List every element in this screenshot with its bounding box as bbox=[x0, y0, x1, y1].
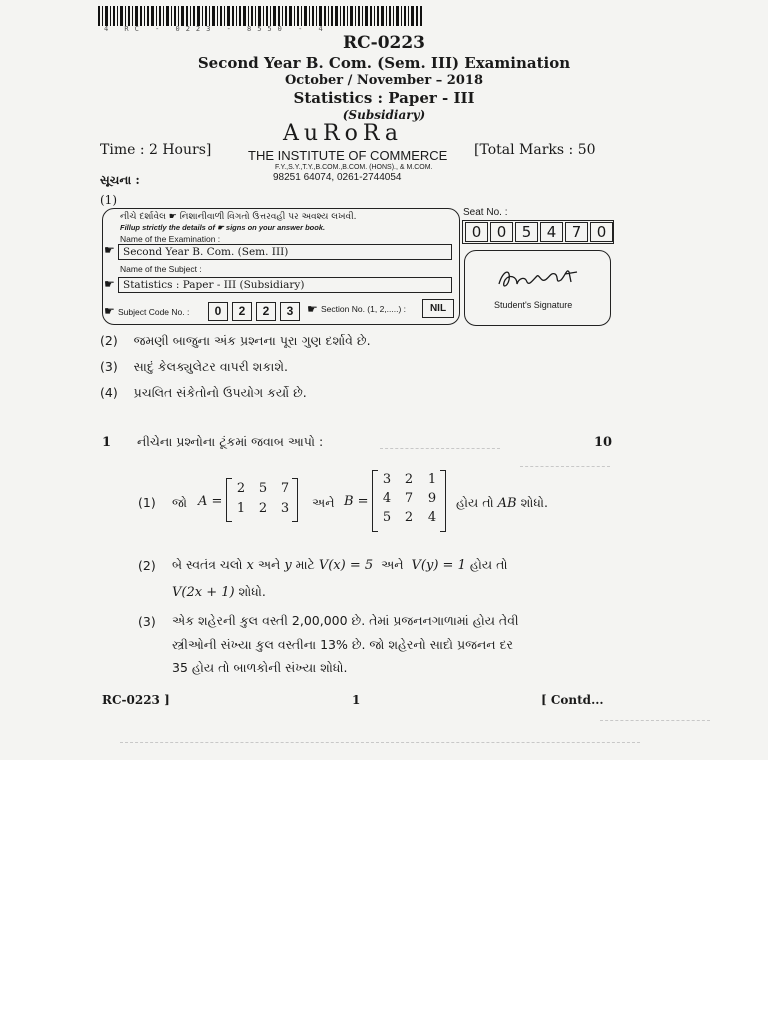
scan-noise bbox=[380, 448, 500, 449]
paper-subsidiary: (Subsidiary) bbox=[342, 108, 426, 122]
subq-2-text: બે સ્વતંત્ર ચલો bbox=[172, 557, 243, 572]
subq-1-find: શોધો. bbox=[520, 495, 548, 510]
signature-label: Student's Signature bbox=[494, 300, 573, 310]
form-instruction-english: Fillup strictly the details of ☛ signs on your answer book. bbox=[120, 223, 326, 232]
subq-1-number: (1) bbox=[138, 495, 156, 510]
matrix-a-label: A = bbox=[198, 494, 223, 509]
scan-noise bbox=[600, 720, 710, 721]
subq-2-expr: V(2x + 1) bbox=[172, 585, 235, 600]
total-marks: [Total Marks : 50 bbox=[474, 142, 596, 158]
scan-noise bbox=[120, 742, 640, 743]
matrix-cell: 2 bbox=[258, 501, 268, 516]
subq-2-text: માટે bbox=[295, 557, 315, 572]
subq-1-if: જો bbox=[172, 495, 187, 510]
pointer-hand-icon: ☛ bbox=[307, 302, 318, 316]
seat-number-label: Seat No. : bbox=[463, 207, 508, 218]
exam-name-value: Second Year B. Com. (Sem. III) bbox=[123, 246, 289, 258]
matrix-a bbox=[226, 478, 298, 520]
subq-2-vy: V(y) = 1 bbox=[411, 558, 466, 573]
subject-field bbox=[118, 277, 452, 293]
subq-2-var-y: y bbox=[284, 558, 292, 573]
seat-digit: 0 bbox=[465, 222, 488, 242]
form-instruction-gujarati: નીચે દર્શાવેલ ☛ નિશાનીવાળી વિગતો ઉત્તરવહી પર અવશ્ય લખવી. bbox=[120, 212, 357, 222]
matrix-cell: 7 bbox=[404, 491, 414, 506]
subq-2-text: હોય તો bbox=[469, 557, 508, 572]
student-signature-image bbox=[495, 262, 585, 296]
instruction-text: પ્રચલિત સંકેતોનો ઉપયોગ કર્યો છે. bbox=[133, 385, 307, 400]
institute-name: THE INSTITUTE OF COMMERCE bbox=[248, 148, 448, 163]
barcode bbox=[98, 6, 422, 26]
scan-noise bbox=[520, 466, 610, 467]
instruction-4 bbox=[100, 385, 307, 401]
instructions-heading: સૂચના : bbox=[100, 173, 140, 187]
matrix-cell: 3 bbox=[382, 472, 392, 487]
subq-2-var-x: x bbox=[246, 558, 254, 573]
subject-code-digit: 2 bbox=[256, 302, 276, 321]
matrix-cell: 4 bbox=[427, 510, 437, 525]
footer-paper-code: RC-0223 ] bbox=[102, 693, 170, 707]
seat-digit: 4 bbox=[540, 222, 563, 242]
instruction-number: (4) bbox=[100, 385, 118, 400]
section-value: NIL bbox=[422, 299, 454, 318]
subject-value: Statistics : Paper - III (Subsidiary) bbox=[123, 279, 305, 291]
matrix-cell: 9 bbox=[427, 491, 437, 506]
subject-code-digit: 0 bbox=[208, 302, 228, 321]
institute-phones: 98251 64074, 0261-2744054 bbox=[273, 172, 402, 183]
matrix-b bbox=[372, 470, 446, 530]
paper-code: RC-0223 bbox=[342, 33, 426, 53]
pointer-hand-icon: ☛ bbox=[104, 304, 115, 318]
exam-session: October / November – 2018 bbox=[284, 73, 483, 88]
instruction-text: સાદું કેલક્યુલેટર વાપરી શકાશે. bbox=[133, 359, 288, 374]
instruction-3 bbox=[100, 359, 288, 375]
subq-1-tail bbox=[456, 495, 548, 511]
footer-page-number: 1 bbox=[352, 693, 361, 707]
exam-title: Second Year B. Com. (Sem. III) Examination bbox=[197, 54, 571, 72]
seat-digit: 0 bbox=[590, 222, 613, 242]
question-1-text: નીચેના પ્રશ્નોના ટૂંકમાં જવાબ આપો : bbox=[137, 434, 324, 449]
subq-1-ab: AB bbox=[497, 496, 517, 511]
subq-2-text: અને bbox=[381, 557, 404, 572]
subq-3-number: (3) bbox=[138, 614, 156, 629]
subject-code-digit: 3 bbox=[280, 302, 300, 321]
seat-digit: 7 bbox=[565, 222, 588, 242]
institute-logo-text: AuRoRa bbox=[283, 121, 404, 146]
instruction-number: (2) bbox=[100, 333, 118, 348]
exam-name-field bbox=[118, 244, 452, 260]
question-1-marks: 10 bbox=[594, 435, 613, 450]
matrix-cell: 2 bbox=[236, 481, 246, 496]
subject-code-label: Subject Code No. : bbox=[118, 307, 190, 317]
footer-continued: [ Contd... bbox=[541, 693, 604, 707]
subq-3-line-1: એક શહેરની કુલ વસ્તી 2,00,000 છે. તેમાં પ્રજનનગાળામાં હોય તેવી bbox=[172, 613, 519, 628]
matrix-cell: 4 bbox=[382, 491, 392, 506]
exam-name-label: Name of the Examination : bbox=[120, 234, 221, 244]
subq-2-vx: V(x) = 5 bbox=[318, 558, 374, 573]
barcode-digits: 4 RC - 0223 - 8550 - 4 bbox=[104, 25, 329, 33]
instruction-text: જમણી બાજુના અંક પ્રશ્નના પૂરા ગુણ દર્શાવે છે. bbox=[133, 333, 371, 348]
subq-3-line-2: સ્ત્રીઓની સંખ્યા કુલ વસ્તીના 13% છે. જો શહેરનો સાદો પ્રજનન દર bbox=[172, 637, 514, 652]
matrix-bracket-right bbox=[440, 470, 446, 532]
pointer-hand-icon: ☛ bbox=[104, 277, 115, 291]
instruction-1-number: (1) bbox=[100, 193, 117, 207]
subq-2-text: અને bbox=[257, 557, 281, 572]
subq-1-tail-text: હોય તો bbox=[456, 495, 494, 510]
seat-number-boxes bbox=[462, 220, 614, 244]
subq-1-and: અને bbox=[312, 495, 335, 510]
instruction-2 bbox=[100, 333, 371, 349]
subq-3-line-3: 35 હોય તો બાળકોની સંખ્યા શોધો. bbox=[172, 660, 348, 675]
subject-label: Name of the Subject : bbox=[120, 264, 202, 274]
matrix-bracket-left bbox=[226, 478, 232, 522]
matrix-cell: 2 bbox=[404, 472, 414, 487]
matrix-b-label: B = bbox=[344, 494, 369, 509]
matrix-bracket-left bbox=[372, 470, 378, 532]
question-1-number: 1 bbox=[102, 435, 112, 450]
subq-2-number: (2) bbox=[138, 558, 156, 573]
institute-courses: F.Y.,S.Y.,T.Y.,B.COM.,B.COM. (HONS)., & M.COM. bbox=[275, 164, 433, 171]
matrix-cell: 1 bbox=[427, 472, 437, 487]
pointer-hand-icon: ☛ bbox=[104, 243, 115, 257]
matrix-cell: 7 bbox=[280, 481, 290, 496]
paper-name: Statistics : Paper - III bbox=[293, 89, 475, 107]
instruction-number: (3) bbox=[100, 359, 118, 374]
subject-code-digit: 2 bbox=[232, 302, 252, 321]
matrix-cell: 3 bbox=[280, 501, 290, 516]
subq-2-line-2 bbox=[172, 584, 266, 600]
matrix-cell: 2 bbox=[404, 510, 414, 525]
subq-2-line-1 bbox=[172, 557, 507, 573]
seat-digit: 5 bbox=[515, 222, 538, 242]
matrix-bracket-right bbox=[292, 478, 298, 522]
matrix-cell: 5 bbox=[258, 481, 268, 496]
exam-time: Time : 2 Hours] bbox=[100, 142, 212, 158]
seat-digit: 0 bbox=[490, 222, 513, 242]
section-label: Section No. (1, 2,.....) : bbox=[321, 304, 407, 314]
subq-2-text: શોધો. bbox=[238, 584, 266, 599]
matrix-cell: 5 bbox=[382, 510, 392, 525]
matrix-cell: 1 bbox=[236, 501, 246, 516]
